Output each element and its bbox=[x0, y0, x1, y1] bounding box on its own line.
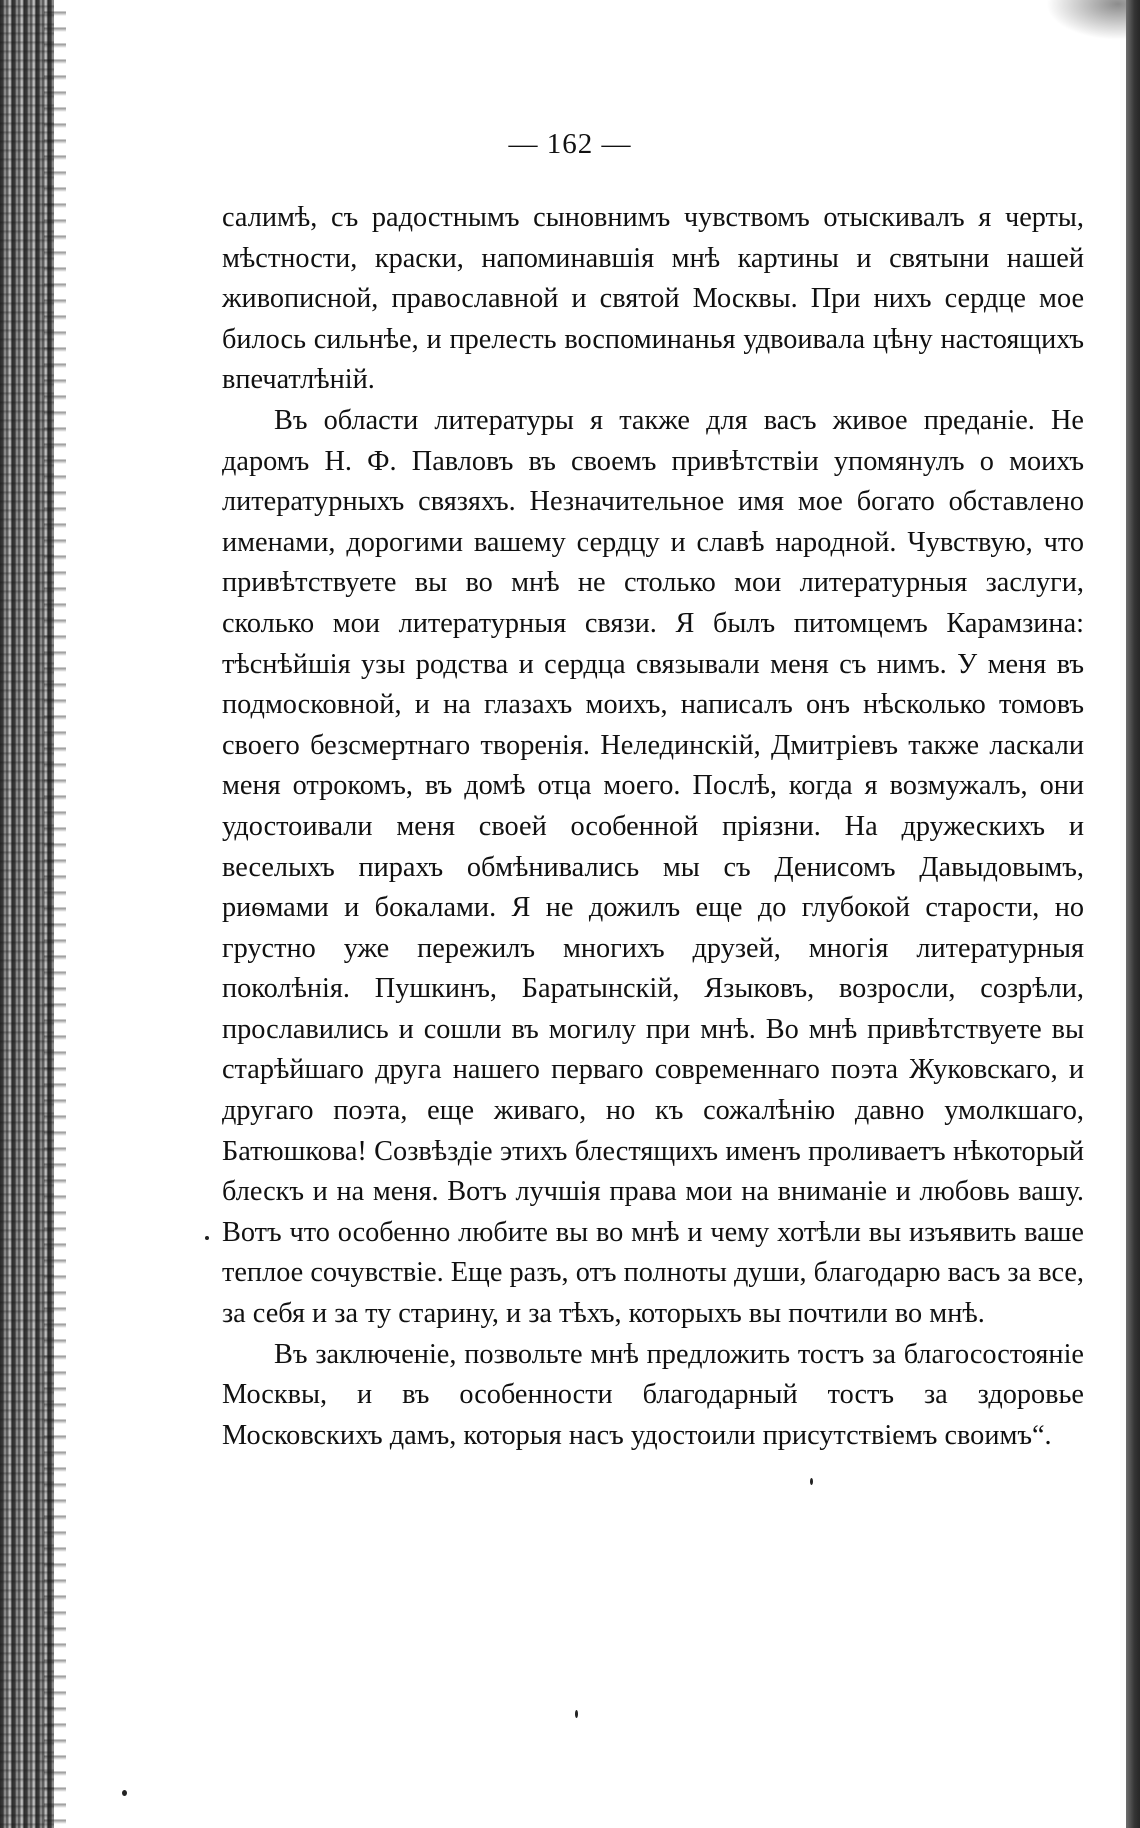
scan-speck bbox=[122, 1790, 127, 1796]
paragraph-3: Въ заключеніе, позвольте мнѣ предложить тостъ за благосостояніе Москвы, и въ особенности благодарный тостъ за здоровье Московскихъ дамъ, которыя насъ удостоили присутствіемъ своимъ“. bbox=[222, 1338, 1084, 1451]
page-number: — 162 — bbox=[508, 128, 632, 160]
scan-corner-shadow bbox=[1046, 0, 1126, 40]
scan-margin-right bbox=[1126, 0, 1140, 1828]
scan-speck bbox=[575, 1710, 578, 1718]
paragraph-1: салимѣ, съ радостнымъ сыновнимъ чувствомъ отыскивалъ я черты, мѣстности, краски, напоминавшія мнѣ картины и святыни нашей живописной, православной и святой Москвы. При нихъ сердце мое билось сильнѣе, и прелесть воспоминанья удвоивала цѣну настоящихъ впечатлѣній. bbox=[222, 202, 1084, 396]
page-body bbox=[222, 198, 1084, 1456]
scan-speck bbox=[205, 1236, 209, 1240]
scan-margin-left bbox=[0, 0, 54, 1828]
paragraph-2: Въ области литературы я также для васъ живое преданіе. Не даромъ Н. Ф. Павловъ въ своемъ привѣтствіи упомянулъ о моихъ литературныхъ связяхъ. Незначительное имя мое богато обставлено именами, дорогими вашему сердцу и славѣ народной. Чувствую, что привѣтствуете вы во мнѣ не столько мои литературныя заслуги, сколько мои литературныя связи. Я былъ питомцемъ Карамзина: тѣснѣйшія узы родства и сердца связывали меня съ нимъ. У меня въ подмосковной, и на глазахъ моихъ, написалъ онъ нѣсколько томовъ своего безсмертнаго творенія. Нелединскій, Дмитріевъ также ласкали меня отрокомъ, въ домѣ отца моего. Послѣ, когда я возмужалъ, они удостоивали меня своей особенной пріязни. На дружескихъ и веселыхъ пирахъ обмѣнивались мы съ Денисомъ Давыдовымъ, риѳмами и бокалами. Я не дожилъ еще до глубокой старости, но грустно уже пережилъ многихъ друзей, многія литературныя поколѣнія. Пушкинъ, Баратынскій, Языковъ, возросли, созрѣли, прославились и сошли въ могилу при мнѣ. Во мнѣ привѣтствуете вы старѣйшаго друга нашего перваго современнаго поэта Жуковскаго, и другаго поэта, еще живаго, но къ сожалѣнію давно умолкшаго, Батюшкова! Созвѣздіе этихъ блестящихъ именъ проливаетъ нѣкоторый блескъ и на меня. Вотъ лучшія права мои на вниманіе и любовь вашу. Вотъ что особенно любите вы во мнѣ и чему хотѣли вы изъявить ваше теплое сочувствіе. Еще разъ, отъ полноты души, благодарю васъ за все, за себя и за ту старину, и за тѣхъ, которыхъ вы почтили во мнѣ. bbox=[222, 404, 1084, 1330]
scan-speck bbox=[810, 1478, 813, 1485]
